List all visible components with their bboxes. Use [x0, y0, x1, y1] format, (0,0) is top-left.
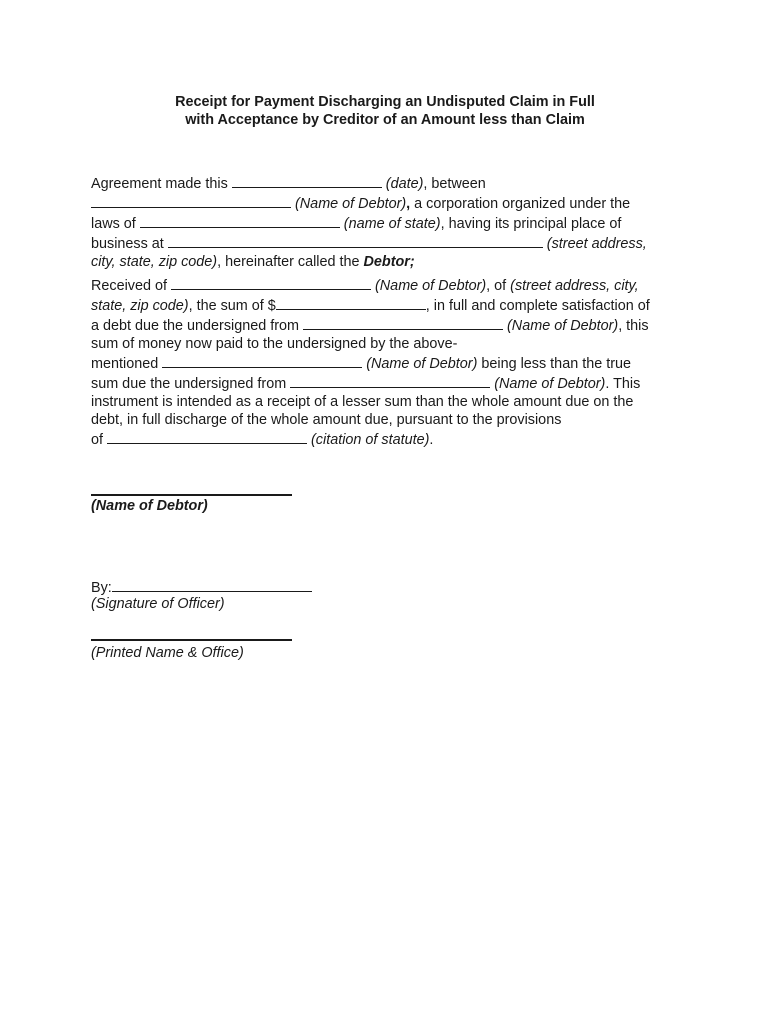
- placeholder-date: (date): [385, 176, 424, 192]
- title-line-1: Receipt for Payment Discharging an Undisputed Claim in Full: [175, 94, 595, 110]
- debtor-term: Debtor;: [363, 254, 415, 270]
- debtor-name-blank: [290, 373, 490, 388]
- text: , the sum of $: [188, 298, 276, 314]
- debtor-signature-line: [91, 494, 292, 496]
- placeholder-debtor-name: (Name of Debtor): [295, 196, 407, 212]
- placeholder-address: (street address, city,: [510, 278, 639, 294]
- text: .: [429, 432, 434, 448]
- text: mentioned: [91, 356, 159, 372]
- text: debt, in full discharge of the whole amount due, pursuant to the provisions: [91, 412, 562, 428]
- text: a debt due the undersigned from: [91, 318, 300, 334]
- placeholder-state: (name of state): [343, 216, 441, 232]
- statute-blank: [107, 429, 307, 444]
- placeholder-address-cont: state, zip code): [91, 298, 189, 314]
- debtor-name-blank: [171, 275, 371, 290]
- placeholder-address-cont: city, state, zip code): [91, 254, 218, 270]
- text: sum of money now paid to the undersigned by the above-: [91, 336, 458, 352]
- placeholder-debtor-name: (Name of Debtor): [366, 356, 478, 372]
- placeholder-statute: (citation of statute): [311, 432, 430, 448]
- printed-name-label: (Printed Name & Office): [91, 645, 244, 661]
- text: . This: [605, 376, 641, 392]
- receipt-paragraph: [91, 275, 681, 449]
- officer-signature-label: (Signature of Officer): [91, 596, 225, 612]
- text: business at: [91, 236, 164, 252]
- document-title: [0, 93, 770, 129]
- text: Agreement made this: [91, 176, 228, 192]
- text: ,: [406, 196, 411, 212]
- text: instrument is intended as a receipt of a lesser sum than the whole amount due on the: [91, 394, 634, 410]
- date-blank: [232, 173, 382, 188]
- state-blank: [140, 213, 340, 228]
- text: , this: [618, 318, 649, 334]
- text: , in full and complete satisfaction of: [425, 298, 650, 314]
- by-line: [91, 577, 312, 597]
- text: sum due the undersigned from: [91, 376, 287, 392]
- title-line-2: with Acceptance by Creditor of an Amount less than Claim: [185, 112, 585, 128]
- text: , between: [423, 176, 486, 192]
- text: Received of: [91, 278, 167, 294]
- text: laws of: [91, 216, 136, 232]
- text: being less than the true: [477, 356, 631, 372]
- debtor-name-label: (Name of Debtor): [91, 498, 208, 514]
- text: , having its principal place of: [440, 216, 622, 232]
- amount-blank: [276, 295, 426, 310]
- placeholder-debtor-name: (Name of Debtor): [507, 318, 619, 334]
- text: , hereinafter called the: [217, 254, 364, 270]
- address-blank: [168, 233, 543, 248]
- text: of: [91, 432, 104, 448]
- placeholder-debtor-name: (Name of Debtor): [494, 376, 606, 392]
- text: a corporation organized under the: [410, 196, 631, 212]
- debtor-name-blank: [303, 315, 503, 330]
- placeholder-address: (street address,: [546, 236, 647, 252]
- text: , of: [486, 278, 511, 294]
- placeholder-debtor-name: (Name of Debtor): [375, 278, 487, 294]
- officer-signature-blank: [112, 577, 312, 592]
- by-label: By:: [91, 580, 112, 596]
- debtor-name-blank: [162, 353, 362, 368]
- agreement-paragraph: [91, 173, 681, 271]
- debtor-name-blank: [91, 193, 291, 208]
- printed-name-line: [91, 639, 292, 641]
